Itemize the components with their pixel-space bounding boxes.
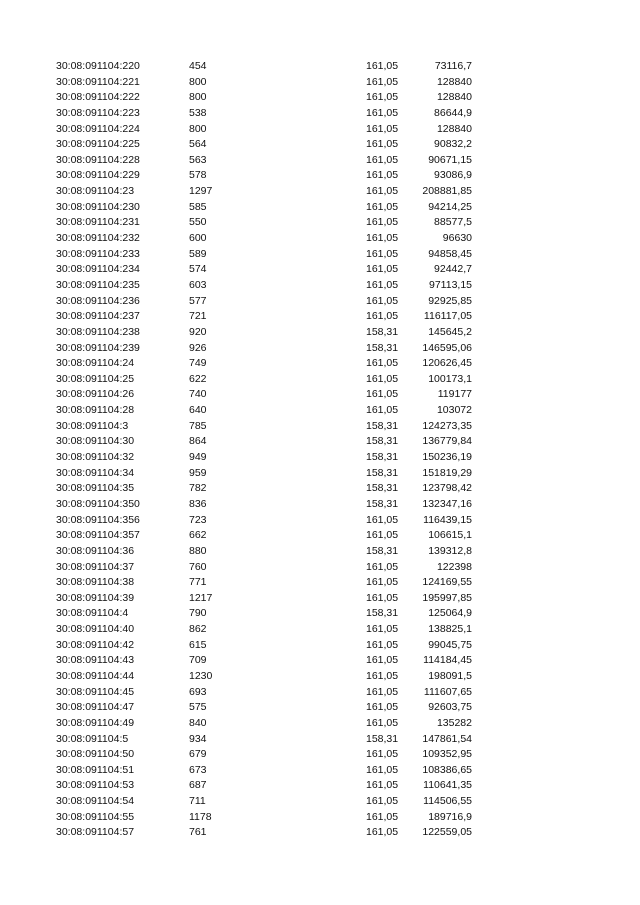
area-cell: 1178: [189, 810, 212, 823]
cadastral-number-cell: 30:08:091104:45: [56, 685, 135, 698]
rate-cell: 161,05: [366, 91, 399, 104]
area-cell: 959: [189, 466, 207, 479]
cadastral-number-cell: 30:08:091104:36: [56, 544, 135, 557]
amount-cell: 136779,84: [422, 435, 472, 448]
area-cell: 749: [189, 357, 207, 370]
amount-cell: 92925,85: [428, 294, 472, 307]
cadastral-number-cell: 30:08:091104:30: [56, 435, 135, 448]
table-row: [0, 231, 640, 247]
rate-cell: 158,31: [366, 607, 399, 620]
rate-cell: 158,31: [366, 419, 399, 432]
amount-cell: 93086,9: [434, 169, 472, 182]
cadastral-number-cell: 30:08:091104:57: [56, 826, 135, 839]
area-cell: 800: [189, 122, 207, 135]
rate-cell: 158,31: [366, 435, 399, 448]
rate-cell: 161,05: [366, 388, 399, 401]
cadastral-number-cell: 30:08:091104:32: [56, 451, 135, 464]
rate-cell: 161,05: [366, 685, 399, 698]
cadastral-number-cell: 30:08:091104:37: [56, 560, 135, 573]
table-row: [0, 215, 640, 231]
table-row: [0, 638, 640, 654]
table-row: [0, 122, 640, 138]
amount-cell: 86644,9: [434, 106, 472, 119]
table-row: [0, 747, 640, 763]
area-cell: 640: [189, 404, 207, 417]
rate-cell: 161,05: [366, 638, 399, 651]
rate-cell: 161,05: [366, 623, 399, 636]
area-cell: 926: [189, 341, 207, 354]
area-cell: 578: [189, 169, 207, 182]
table-row: [0, 825, 640, 841]
area-cell: 785: [189, 419, 207, 432]
rate-cell: 161,05: [366, 591, 399, 604]
table-row: [0, 794, 640, 810]
table-row: [0, 262, 640, 278]
table-row: [0, 685, 640, 701]
rate-cell: 158,31: [366, 497, 399, 510]
table-row: [0, 325, 640, 341]
rate-cell: 161,05: [366, 795, 399, 808]
cadastral-number-cell: 30:08:091104:39: [56, 591, 135, 604]
area-cell: 800: [189, 91, 207, 104]
area-cell: 790: [189, 607, 207, 620]
table-row: [0, 560, 640, 576]
amount-cell: 145645,2: [428, 325, 472, 338]
rate-cell: 161,05: [366, 106, 399, 119]
area-cell: 564: [189, 138, 207, 151]
amount-cell: 128840: [436, 75, 472, 88]
area-cell: 454: [189, 60, 207, 72]
cadastral-number-cell: 30:08:091104:54: [56, 795, 135, 808]
amount-cell: 119177: [437, 388, 472, 401]
rate-cell: 158,31: [366, 732, 399, 745]
area-cell: 709: [189, 654, 207, 667]
amount-cell: 124273,35: [422, 419, 472, 432]
amount-cell: 114184,45: [423, 654, 472, 667]
cadastral-number-cell: 30:08:091104:356: [56, 513, 140, 526]
cadastral-number-cell: 30:08:091104:233: [56, 247, 140, 260]
amount-cell: 132347,16: [422, 497, 472, 510]
amount-cell: 135282: [436, 716, 472, 729]
cadastral-number-cell: 30:08:091104:44: [56, 669, 135, 682]
area-cell: 603: [189, 278, 207, 291]
cadastral-number-cell: 30:08:091104:236: [56, 294, 140, 307]
amount-cell: 109352,95: [422, 748, 472, 761]
cadastral-number-cell: 30:08:091104:42: [56, 638, 135, 651]
rate-cell: 161,05: [366, 200, 399, 213]
rate-cell: 158,31: [366, 341, 399, 354]
amount-cell: 90832,2: [434, 138, 472, 151]
area-cell: 721: [189, 310, 207, 323]
table-row: [0, 544, 640, 560]
amount-cell: 116117,05: [423, 310, 472, 323]
rate-cell: 158,31: [366, 451, 399, 464]
table-row: [0, 387, 640, 403]
rate-cell: 158,31: [366, 466, 399, 479]
table-row: [0, 341, 640, 357]
rate-cell: 161,05: [366, 826, 399, 839]
area-cell: 782: [189, 482, 207, 495]
area-cell: 760: [189, 560, 207, 573]
table-row: [0, 106, 640, 122]
cadastral-number-cell: 30:08:091104:25: [56, 372, 135, 385]
rate-cell: 161,05: [366, 576, 399, 589]
rate-cell: 161,05: [366, 372, 399, 385]
table-row: [0, 810, 640, 826]
rate-cell: 158,31: [366, 544, 399, 557]
cadastral-number-cell: 30:08:091104:35: [56, 482, 135, 495]
amount-cell: 100173,1: [428, 372, 472, 385]
area-cell: 622: [189, 372, 207, 385]
area-cell: 693: [189, 685, 207, 698]
amount-cell: 92442,7: [434, 263, 472, 276]
amount-cell: 73116,7: [434, 60, 472, 72]
rate-cell: 161,05: [366, 122, 399, 135]
table-row: [0, 184, 640, 200]
table-row: [0, 778, 640, 794]
rate-cell: 161,05: [366, 247, 399, 260]
amount-cell: 103072: [436, 404, 472, 417]
amount-cell: 96630: [442, 232, 472, 245]
cadastral-number-cell: 30:08:091104:223: [56, 106, 140, 119]
rate-cell: 161,05: [366, 513, 399, 526]
rate-cell: 161,05: [366, 185, 399, 198]
amount-cell: 124169,55: [422, 576, 472, 589]
amount-cell: 110641,35: [423, 779, 472, 792]
rate-cell: 161,05: [366, 716, 399, 729]
amount-cell: 94858,45: [428, 247, 472, 260]
area-cell: 880: [189, 544, 207, 557]
table-row: [0, 700, 640, 716]
amount-cell: 122398: [436, 560, 472, 573]
amount-cell: 128840: [436, 122, 472, 135]
rate-cell: 161,05: [366, 294, 399, 307]
rate-cell: 161,05: [366, 153, 399, 166]
cadastral-number-cell: 30:08:091104:357: [56, 529, 140, 542]
rate-cell: 161,05: [366, 810, 399, 823]
area-cell: 538: [189, 106, 207, 119]
cadastral-number-cell: 30:08:091104:3: [56, 419, 129, 432]
cadastral-number-cell: 30:08:091104:55: [56, 810, 135, 823]
area-cell: 673: [189, 763, 207, 776]
rate-cell: 158,31: [366, 482, 399, 495]
area-cell: 563: [189, 153, 207, 166]
cadastral-number-cell: 30:08:091104:43: [56, 654, 135, 667]
rate-cell: 161,05: [366, 138, 399, 151]
table-row: [0, 513, 640, 529]
table-row: [0, 372, 640, 388]
cadastral-number-cell: 30:08:091104:234: [56, 263, 140, 276]
amount-cell: 94214,25: [428, 200, 472, 213]
table-row: [0, 75, 640, 91]
rate-cell: 161,05: [366, 654, 399, 667]
area-cell: 662: [189, 529, 207, 542]
cadastral-number-cell: 30:08:091104:47: [56, 701, 135, 714]
amount-cell: 123798,42: [422, 482, 472, 495]
table-row: [0, 528, 640, 544]
table-row: [0, 356, 640, 372]
table-row: [0, 716, 640, 732]
table-row: [0, 575, 640, 591]
area-cell: 864: [189, 435, 207, 448]
cadastral-number-cell: 30:08:091104:222: [56, 91, 140, 104]
cadastral-number-cell: 30:08:091104:235: [56, 278, 140, 291]
rate-cell: 161,05: [366, 75, 399, 88]
amount-cell: 138825,1: [428, 623, 472, 636]
cadastral-number-cell: 30:08:091104:237: [56, 310, 140, 323]
area-cell: 589: [189, 247, 207, 260]
table-row: [0, 168, 640, 184]
amount-cell: 90671,15: [428, 153, 472, 166]
table-row: [0, 419, 640, 435]
cadastral-number-cell: 30:08:091104:5: [56, 732, 129, 745]
table-row: [0, 247, 640, 263]
table-row: [0, 434, 640, 450]
table-row: [0, 200, 640, 216]
amount-cell: 108386,65: [422, 763, 472, 776]
rate-cell: 161,05: [366, 779, 399, 792]
cadastral-number-cell: 30:08:091104:50: [56, 748, 135, 761]
cadastral-number-cell: 30:08:091104:225: [56, 138, 140, 151]
rate-cell: 161,05: [366, 278, 399, 291]
cadastral-number-cell: 30:08:091104:230: [56, 200, 140, 213]
cadastral-number-cell: 30:08:091104:28: [56, 404, 135, 417]
table-row: [0, 309, 640, 325]
rate-cell: 161,05: [366, 310, 399, 323]
amount-cell: 106615,1: [428, 529, 472, 542]
area-cell: 840: [189, 716, 207, 729]
table-row: [0, 278, 640, 294]
amount-cell: 114506,55: [423, 795, 472, 808]
area-cell: 711: [189, 795, 206, 808]
area-cell: 1230: [189, 669, 213, 682]
area-cell: 723: [189, 513, 207, 526]
cadastral-number-cell: 30:08:091104:350: [56, 497, 140, 510]
rate-cell: 161,05: [366, 263, 399, 276]
cadastral-number-cell: 30:08:091104:229: [56, 169, 140, 182]
table-row: [0, 653, 640, 669]
rate-cell: 158,31: [366, 325, 399, 338]
area-cell: 1297: [189, 185, 213, 198]
cadastral-number-cell: 30:08:091104:228: [56, 153, 140, 166]
cadastral-number-cell: 30:08:091104:232: [56, 232, 140, 245]
amount-cell: 99045,75: [428, 638, 472, 651]
area-cell: 585: [189, 200, 207, 213]
area-cell: 687: [189, 779, 207, 792]
rate-cell: 161,05: [366, 701, 399, 714]
rate-cell: 161,05: [366, 232, 399, 245]
rate-cell: 161,05: [366, 404, 399, 417]
rate-cell: 161,05: [366, 560, 399, 573]
rate-cell: 161,05: [366, 748, 399, 761]
area-cell: 949: [189, 451, 207, 464]
data-sheet: [0, 59, 640, 841]
table-row: [0, 90, 640, 106]
cadastral-number-cell: 30:08:091104:38: [56, 576, 135, 589]
table-row: [0, 763, 640, 779]
amount-cell: 147861,54: [422, 732, 472, 745]
amount-cell: 195997,85: [422, 591, 472, 604]
table-row: [0, 732, 640, 748]
area-cell: 679: [189, 748, 207, 761]
cadastral-number-cell: 30:08:091104:34: [56, 466, 135, 479]
amount-cell: 198091,5: [428, 669, 472, 682]
rate-cell: 161,05: [366, 216, 399, 229]
amount-cell: 97113,15: [428, 278, 472, 291]
cadastral-number-cell: 30:08:091104:40: [56, 623, 135, 636]
area-cell: 1217: [189, 591, 213, 604]
table-row: [0, 59, 640, 75]
table-row: [0, 403, 640, 419]
table-row: [0, 591, 640, 607]
rate-cell: 161,05: [366, 169, 399, 182]
table-row: [0, 669, 640, 685]
cadastral-number-cell: 30:08:091104:26: [56, 388, 135, 401]
area-cell: 615: [189, 638, 207, 651]
area-cell: 862: [189, 623, 207, 636]
cadastral-number-cell: 30:08:091104:51: [56, 763, 135, 776]
amount-cell: 120626,45: [422, 357, 472, 370]
area-cell: 771: [189, 576, 207, 589]
rate-cell: 161,05: [366, 357, 399, 370]
area-cell: 600: [189, 232, 207, 245]
table-row: [0, 497, 640, 513]
area-cell: 575: [189, 701, 207, 714]
amount-cell: 122559,05: [422, 826, 472, 839]
amount-cell: 208881,85: [422, 185, 472, 198]
amount-cell: 88577,5: [434, 216, 472, 229]
amount-cell: 146595,06: [422, 341, 472, 354]
amount-cell: 111607,65: [423, 685, 472, 698]
rate-cell: 161,05: [366, 763, 399, 776]
table-row: [0, 481, 640, 497]
cadastral-number-cell: 30:08:091104:224: [56, 122, 140, 135]
amount-cell: 92603,75: [428, 701, 472, 714]
area-cell: 577: [189, 294, 207, 307]
table-row: [0, 466, 640, 482]
rate-cell: 161,05: [366, 669, 399, 682]
table-row: [0, 622, 640, 638]
cadastral-number-cell: 30:08:091104:221: [56, 75, 140, 88]
amount-cell: 150236,19: [422, 451, 472, 464]
amount-cell: 151819,29: [422, 466, 472, 479]
cadastral-number-cell: 30:08:091104:49: [56, 716, 135, 729]
cadastral-number-cell: 30:08:091104:239: [56, 341, 140, 354]
amount-cell: 125064,9: [428, 607, 472, 620]
table-row: [0, 137, 640, 153]
cadastral-number-cell: 30:08:091104:23: [56, 185, 135, 198]
cadastral-number-cell: 30:08:091104:220: [56, 60, 140, 72]
area-cell: 836: [189, 497, 207, 510]
amount-cell: 139312,8: [428, 544, 472, 557]
amount-cell: 116439,15: [423, 513, 472, 526]
table-row: [0, 606, 640, 622]
amount-cell: 189716,9: [428, 810, 472, 823]
amount-cell: 128840: [436, 91, 472, 104]
cadastral-number-cell: 30:08:091104:4: [56, 607, 129, 620]
table-row: [0, 153, 640, 169]
area-cell: 761: [189, 826, 207, 839]
cadastral-number-cell: 30:08:091104:24: [56, 357, 135, 370]
table-row: [0, 294, 640, 310]
rate-cell: 161,05: [366, 60, 399, 72]
area-cell: 740: [189, 388, 207, 401]
area-cell: 550: [189, 216, 207, 229]
cadastral-number-cell: 30:08:091104:53: [56, 779, 135, 792]
area-cell: 800: [189, 75, 207, 88]
area-cell: 920: [189, 325, 207, 338]
table-row: [0, 450, 640, 466]
area-cell: 574: [189, 263, 207, 276]
area-cell: 934: [189, 732, 207, 745]
cadastral-number-cell: 30:08:091104:231: [56, 216, 140, 229]
cadastral-number-cell: 30:08:091104:238: [56, 325, 140, 338]
rate-cell: 161,05: [366, 529, 399, 542]
